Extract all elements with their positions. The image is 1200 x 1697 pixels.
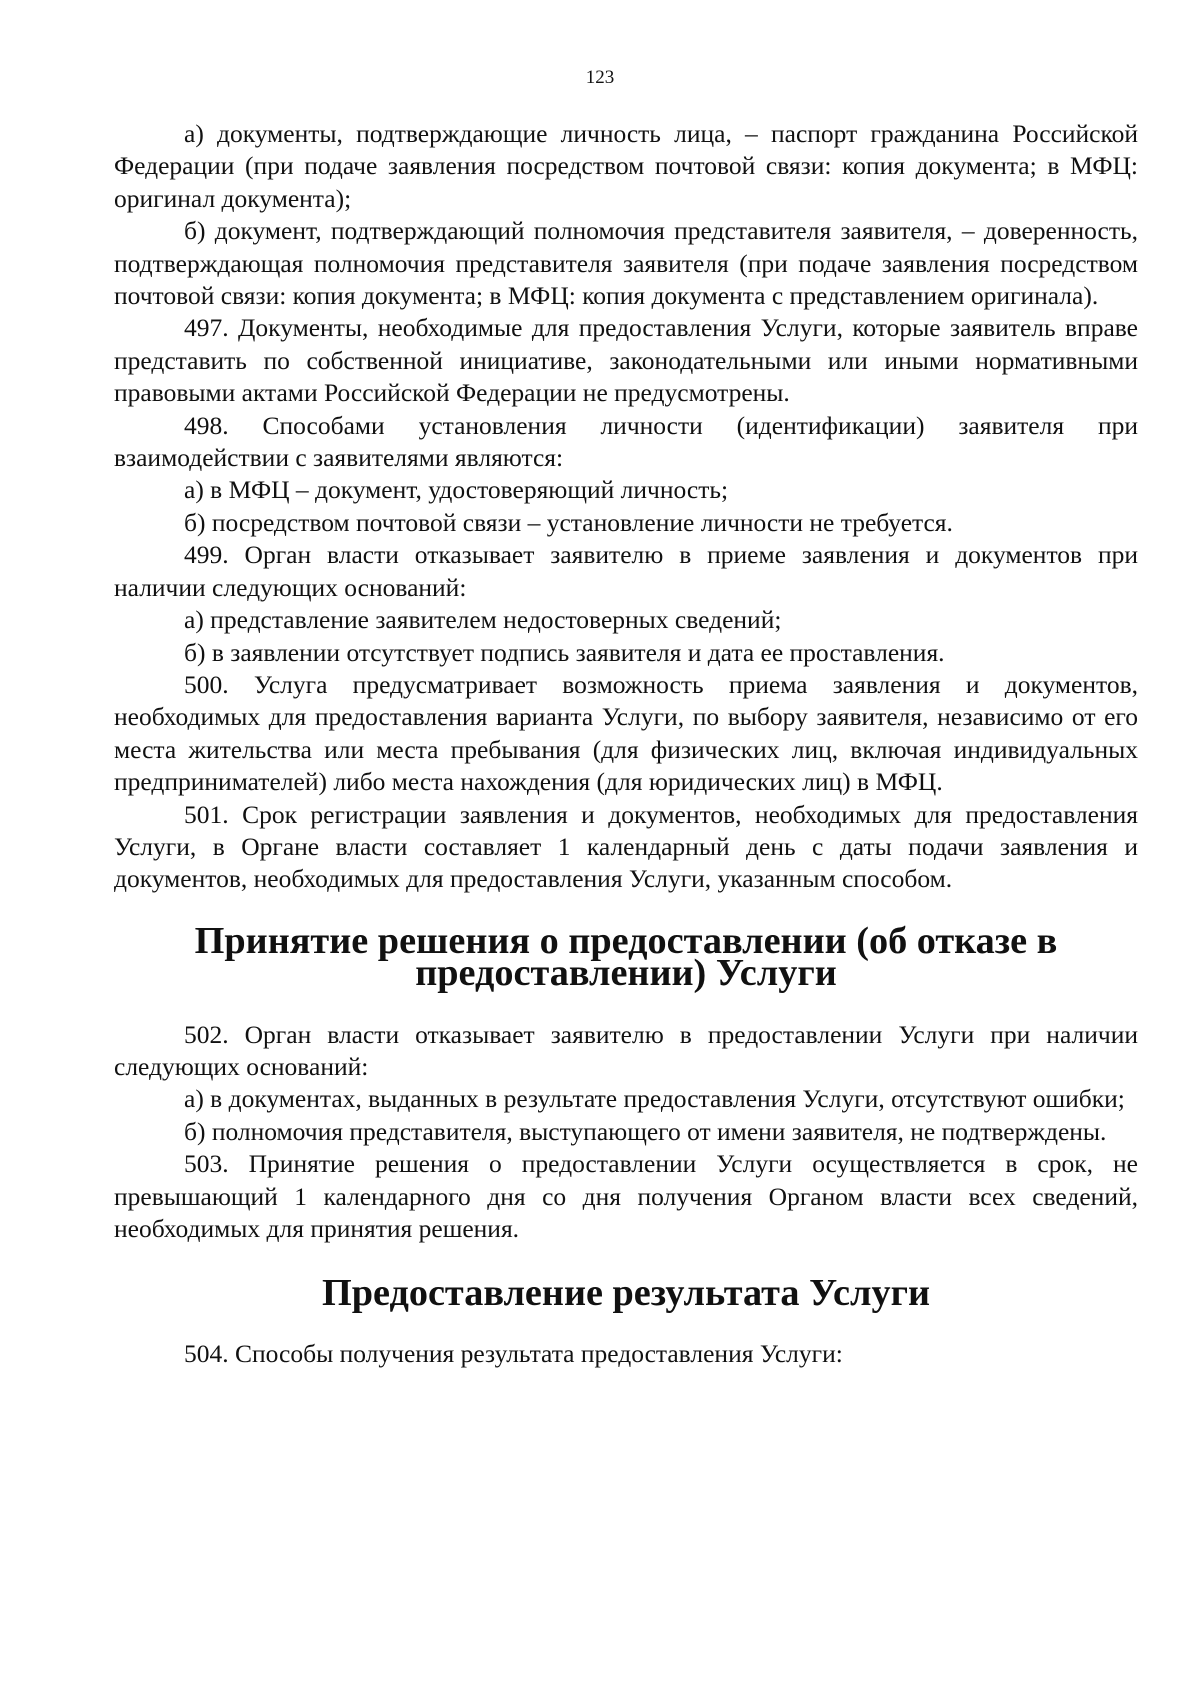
paragraph-499-b: б) в заявлении отсутствует подпись заявителя и дата ее проставления. — [184, 637, 945, 667]
paragraph-498: 498. Способами установления личности (идентификации) заявителя при взаимодействии с заявителями являются: — [114, 410, 1138, 473]
paragraph-499-a: а) представление заявителем недостоверных сведений; — [184, 605, 782, 635]
paragraph-500: 500. Услуга предусматривает возможность приема заявления и документов, необходимых для предоставления варианта Услуги, по выбору заявителя, независимо от его места жительства или места пребывания (для физических лиц, включая индивидуальных предпринимателей) либо места нахождения (для юридических лиц) в МФЦ. — [114, 669, 1138, 797]
section-heading-decision: Принятие решения о предоставлении (об отказе в предоставлении) Услуги — [194, 919, 1058, 995]
section-heading-result: Предоставление результата Услуги — [321, 1272, 930, 1315]
paragraph-b-authority-doc: б) документ, подтверждающий полномочия представителя заявителя, – доверенность, подтверждающая полномочия представителя заявителя (при подаче заявления посредством почтовой связи: копия документа; в МФЦ: копия документа с представлением оригинала). — [114, 216, 1138, 311]
paragraph-499: 499. Орган власти отказывает заявителю в приеме заявления и документов при наличии следующих оснований: — [114, 540, 1138, 602]
paragraph-502: 502. Орган власти отказывает заявителю в предоставлении Услуги при наличии следующих оснований: — [114, 1019, 1138, 1081]
paragraph-498-b: б) посредством почтовой связи – установление личности не требуется. — [184, 507, 953, 537]
paragraph-498-a: а) в МФЦ – документ, удостоверяющий личность; — [184, 475, 729, 505]
paragraph-502-b: б) полномочия представителя, выступающего от имени заявителя, не подтверждены. — [184, 1116, 1107, 1146]
document-body — [114, 118, 1138, 1370]
paragraph-497: 497. Документы, необходимые для предоставления Услуги, которые заявитель вправе представить по собственной инициативе, законодательными или иными нормативными правовыми актами Российской Федерации не предусмотрены. — [114, 313, 1138, 408]
paragraph-503: 503. Принятие решения о предоставлении Услуги осуществляется в срок, не превышающий 1 календарного дня со дня получения Органом власти всех сведений, необходимых для принятия решения. — [114, 1149, 1138, 1243]
paragraph-a-identity-docs: а) документы, подтверждающие личность лица, – паспорт гражданина Российской Федерации (при подаче заявления посредством почтовой связи: копия документа; в МФЦ: оригинал документа); — [114, 119, 1138, 213]
paragraph-501: 501. Срок регистрации заявления и документов, необходимых для предоставления Услуги, в Органе власти составляет 1 календарный день с даты подачи заявления и документов, необходимых для предоставления Услуги, указанным способом. — [114, 799, 1138, 894]
paragraph-504: 504. Способы получения результата предоставления Услуги: — [184, 1338, 843, 1368]
page-number: 123 — [585, 67, 615, 88]
paragraph-502-a: а) в документах, выданных в результате предоставления Услуги, отсутствуют ошибки; — [184, 1084, 1125, 1114]
